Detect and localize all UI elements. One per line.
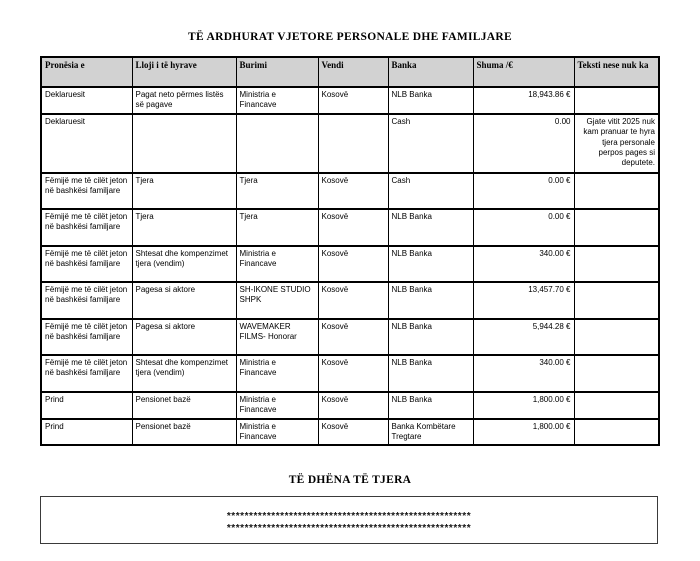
redacted-line: ******************************************************* xyxy=(226,511,472,523)
table-cell: 1,800.00 € xyxy=(473,419,574,446)
table-row xyxy=(41,87,659,114)
column-header-4: Vendi xyxy=(318,57,388,87)
table-cell: 1,800.00 € xyxy=(473,392,574,419)
table-cell: Cash xyxy=(388,173,473,209)
table-row xyxy=(41,173,659,209)
table-cell xyxy=(574,355,659,392)
table-cell xyxy=(574,209,659,246)
table-cell: 340.00 € xyxy=(473,246,574,282)
column-header-3: Burimi xyxy=(236,57,318,87)
table-cell: 340.00 € xyxy=(473,355,574,392)
table-row xyxy=(41,355,659,392)
table-cell: NLB Banka xyxy=(388,282,473,319)
table-row xyxy=(41,392,659,419)
column-header-7: Teksti nese nuk ka xyxy=(574,57,659,87)
table-cell: NLB Banka xyxy=(388,319,473,355)
table-cell xyxy=(574,282,659,319)
table-cell: Ministria e Financave xyxy=(236,419,318,446)
table-row xyxy=(41,114,659,173)
table-cell: NLB Banka xyxy=(388,87,473,114)
table-cell xyxy=(132,114,236,173)
table-cell: NLB Banka xyxy=(388,246,473,282)
table-row xyxy=(41,282,659,319)
table-cell: 0.00 xyxy=(473,114,574,173)
table-cell: Shtesat dhe kompenzimet tjera (vendim) xyxy=(132,355,236,392)
table-cell xyxy=(236,114,318,173)
table-cell: Kosovë xyxy=(318,419,388,446)
table-cell: Tjera xyxy=(236,209,318,246)
table-cell: Kosovë xyxy=(318,173,388,209)
table-row xyxy=(41,246,659,282)
table-header xyxy=(41,57,659,87)
table-cell: Banka Kombëtare Tregtare xyxy=(388,419,473,446)
table-cell: 13,457.70 € xyxy=(473,282,574,319)
column-header-1: Pronësia e xyxy=(41,57,132,87)
table-cell: Cash xyxy=(388,114,473,173)
table-cell: Prind xyxy=(41,392,132,419)
table-cell: Kosovë xyxy=(318,355,388,392)
table-cell: Gjate vitit 2025 nuk kam pranuar te hyra tjera personale perpos pages si deputete. xyxy=(574,114,659,173)
table-cell: Pensionet bazë xyxy=(132,392,236,419)
table-cell xyxy=(574,319,659,355)
table-cell xyxy=(574,419,659,446)
table-cell: Kosovë xyxy=(318,87,388,114)
table-cell: Fëmijë me të cilët jeton në bashkësi familjare xyxy=(41,319,132,355)
redacted-line: ******************************************************* xyxy=(226,523,472,535)
table-cell: NLB Banka xyxy=(388,392,473,419)
table-cell: Kosovë xyxy=(318,209,388,246)
table-cell xyxy=(574,87,659,114)
table-cell: Kosovë xyxy=(318,392,388,419)
table-header-row xyxy=(41,57,659,87)
table-cell: Prind xyxy=(41,419,132,446)
column-header-2: Lloji i të hyrave xyxy=(132,57,236,87)
table-cell: Fëmijë me të cilët jeton në bashkësi familjare xyxy=(41,209,132,246)
table-cell: WAVEMAKER FILMS- Honorar xyxy=(236,319,318,355)
table-cell: Ministria e Financave xyxy=(236,87,318,114)
table-cell: SH-IKONE STUDIO SHPK xyxy=(236,282,318,319)
table-cell xyxy=(574,246,659,282)
table-cell: 5,944.28 € xyxy=(473,319,574,355)
table-cell: Deklaruesit xyxy=(41,87,132,114)
table-cell: Kosovë xyxy=(318,319,388,355)
table-row xyxy=(41,419,659,446)
table-body xyxy=(41,87,659,445)
income-table xyxy=(40,56,660,446)
table-cell: Ministria e Financave xyxy=(236,392,318,419)
table-cell: Fëmijë me të cilët jeton në bashkësi familjare xyxy=(41,246,132,282)
table-cell: NLB Banka xyxy=(388,209,473,246)
table-cell: Tjera xyxy=(132,209,236,246)
other-data-box xyxy=(40,496,658,544)
table-row xyxy=(41,209,659,246)
table-cell: Pagesa si aktore xyxy=(132,319,236,355)
table-cell xyxy=(318,114,388,173)
table-cell: 0.00 € xyxy=(473,173,574,209)
table-cell: Pensionet bazë xyxy=(132,419,236,446)
table-cell: Fëmijë me të cilët jeton në bashkësi familjare xyxy=(41,355,132,392)
table-cell: Pagat neto përmes listës së pagave xyxy=(132,87,236,114)
table-cell: Ministria e Financave xyxy=(236,355,318,392)
table-cell: Fëmijë me të cilët jeton në bashkësi familjare xyxy=(41,173,132,209)
document-title: TË ARDHURAT VJETORE PERSONALE DHE FAMILJARE xyxy=(188,31,512,43)
table-cell: 18,943.86 € xyxy=(473,87,574,114)
table-cell: Shtesat dhe kompenzimet tjera (vendim) xyxy=(132,246,236,282)
table-cell: Kosovë xyxy=(318,282,388,319)
column-header-6: Shuma /€ xyxy=(473,57,574,87)
table-cell: Ministria e Financave xyxy=(236,246,318,282)
table-cell: Pagesa si aktore xyxy=(132,282,236,319)
table-cell: Deklaruesit xyxy=(41,114,132,173)
table-cell: Fëmijë me të cilët jeton në bashkësi familjare xyxy=(41,282,132,319)
table-row xyxy=(41,319,659,355)
table-cell: Kosovë xyxy=(318,246,388,282)
table-cell xyxy=(574,392,659,419)
other-data-title: TË DHËNA TË TJERA xyxy=(288,474,412,487)
table-cell xyxy=(574,173,659,209)
table-cell: Tjera xyxy=(132,173,236,209)
table-cell: 0.00 € xyxy=(473,209,574,246)
table-cell: Tjera xyxy=(236,173,318,209)
table-cell: NLB Banka xyxy=(388,355,473,392)
column-header-5: Banka xyxy=(388,57,473,87)
